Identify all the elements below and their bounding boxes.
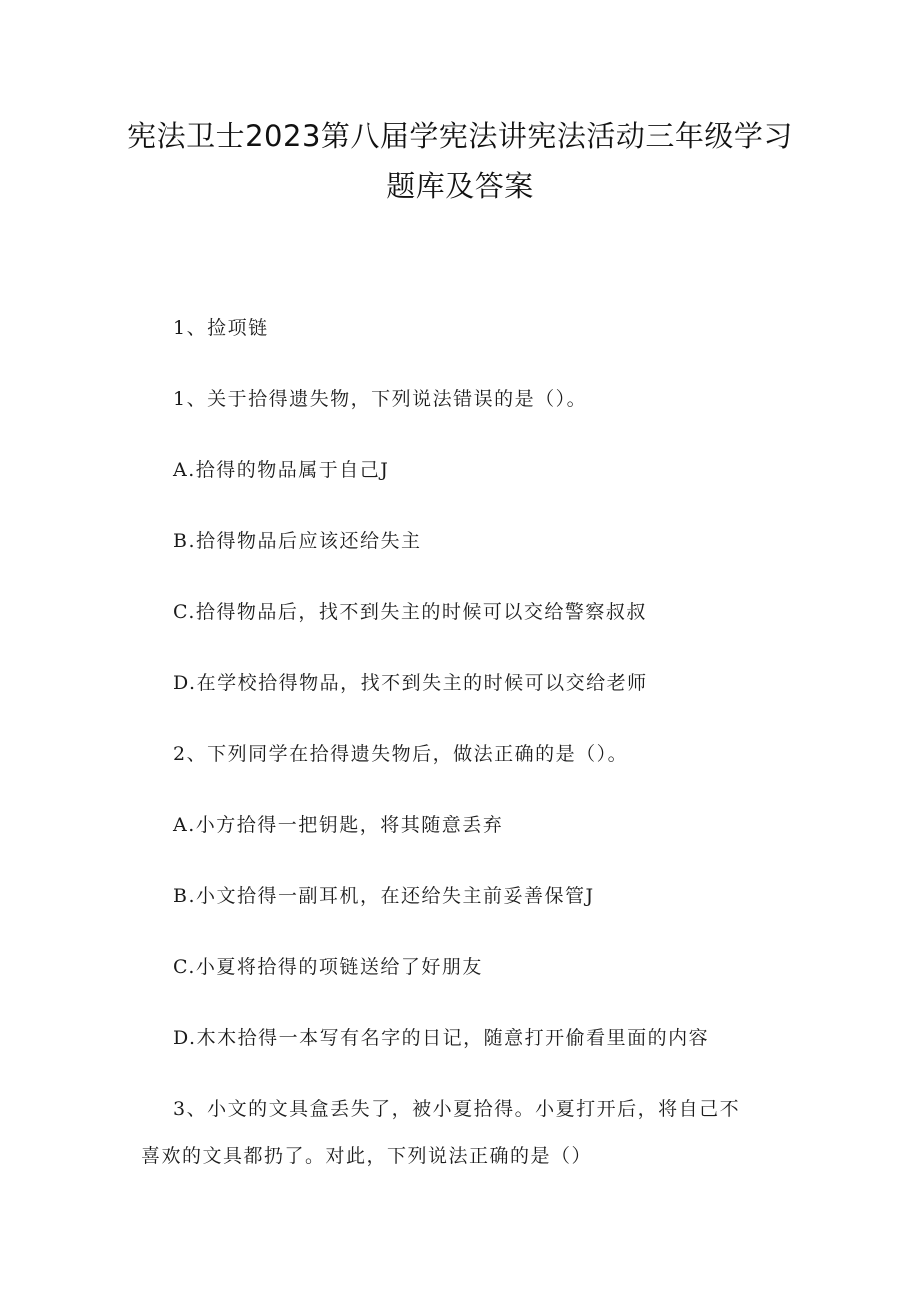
question-2-option-d: D.木木拾得一本写有名字的日记，随意打开偷看里面的内容 xyxy=(173,1027,710,1049)
question-2-option-a: A.小方拾得一把钥匙，将其随意丢弃 xyxy=(173,814,504,836)
question-1-option-b: B.拾得物品后应该还给失主 xyxy=(173,530,422,552)
question-1-option-d: D.在学校拾得物品，找不到失主的时候可以交给老师 xyxy=(173,672,648,694)
question-1: 1、关于拾得遗失物，下列说法错误的是（）。 xyxy=(173,388,588,410)
section-heading: 1、捡项链 xyxy=(173,317,269,339)
document-title-line-1: 宪法卫士2023第八届学宪法讲宪法活动三年级学习 xyxy=(127,119,793,153)
question-2-option-c: C.小夏将拾得的项链送给了好朋友 xyxy=(173,956,483,978)
question-1-option-c: C.拾得物品后，找不到失主的时候可以交给警察叔叔 xyxy=(173,601,647,623)
document-title-line-2: 题库及答案 xyxy=(386,169,534,203)
question-3-line-2: 喜欢的文具都扔了。对此，下列说法正确的是（） xyxy=(141,1145,593,1167)
question-2: 2、下列同学在拾得遗失物后，做法正确的是（）。 xyxy=(173,743,629,765)
question-1-option-a: A.拾得的物品属于自己J xyxy=(173,459,390,481)
question-3-line-1: 3、小文的文具盒丢失了，被小夏拾得。小夏打开后，将自己不 xyxy=(173,1098,741,1120)
question-2-option-b: B.小文拾得一副耳机，在还给失主前妥善保管J xyxy=(173,885,595,907)
